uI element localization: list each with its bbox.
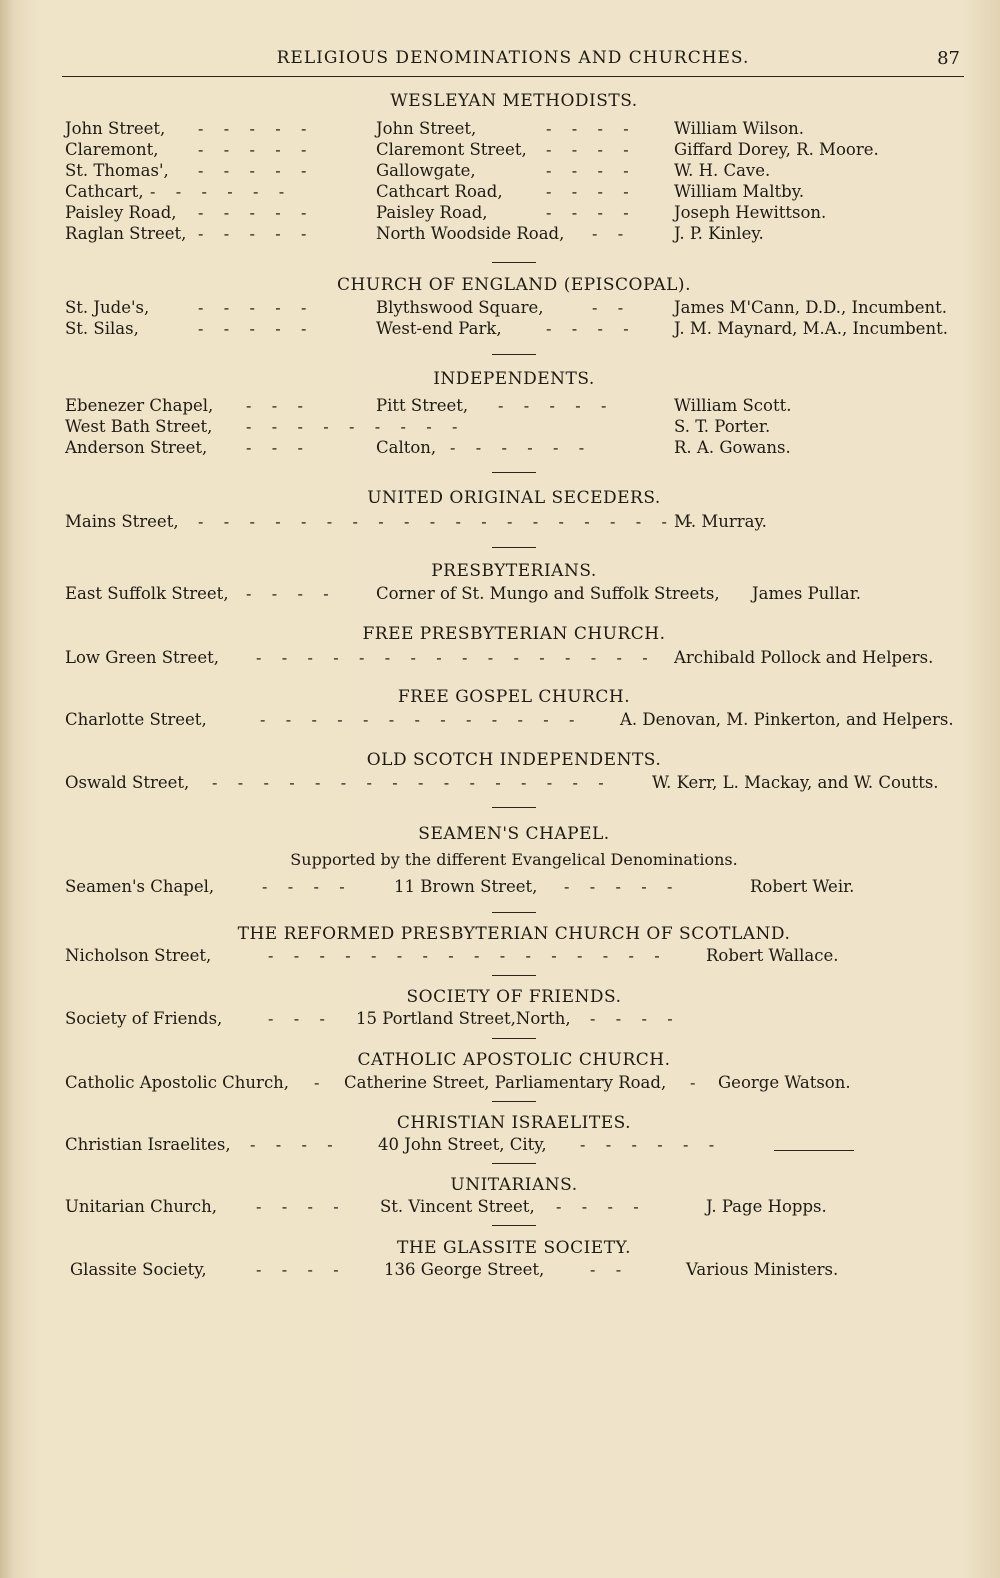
church-name: Nicholson Street, bbox=[65, 946, 212, 965]
church-address: Calton, bbox=[376, 438, 437, 457]
section-divider bbox=[492, 912, 536, 913]
section-heading: SOCIETY OF FRIENDS. bbox=[406, 987, 622, 1007]
leader-dashes: - - - bbox=[246, 438, 303, 457]
church-name: Charlotte Street, bbox=[65, 710, 207, 729]
leader-dashes: - - - - - - - - - - - - - - - - bbox=[268, 946, 660, 965]
church-name: Catholic Apostolic Church, bbox=[65, 1073, 290, 1092]
leader-dashes: - bbox=[690, 1073, 696, 1092]
leader-dashes: - - - - - - - - - - - - - bbox=[260, 710, 575, 729]
section-divider bbox=[492, 975, 536, 976]
church-name: Unitarian Church, bbox=[65, 1197, 218, 1216]
section-divider bbox=[492, 807, 536, 808]
leader-dashes: - - - - - bbox=[198, 298, 307, 317]
section-heading: UNITED ORIGINAL SECEDERS. bbox=[367, 488, 661, 508]
section-divider bbox=[492, 1225, 536, 1226]
church-address: Claremont Street, bbox=[376, 140, 527, 159]
section-divider bbox=[492, 547, 536, 548]
church-address: North Woodside Road, bbox=[376, 224, 565, 243]
church-name: Paisley Road, bbox=[65, 203, 177, 222]
running-head bbox=[62, 48, 964, 77]
church-name: Cathcart, bbox=[65, 182, 144, 201]
leader-dashes: - - - bbox=[268, 1009, 325, 1028]
minister-name: Robert Weir. bbox=[750, 877, 855, 896]
church-address: Cathcart Road, bbox=[376, 182, 503, 201]
minister-name: Archibald Pollock and Helpers. bbox=[674, 648, 934, 667]
minister-name: W. H. Cave. bbox=[674, 161, 771, 180]
church-name: Oswald Street, bbox=[65, 773, 190, 792]
minister-name: George Watson. bbox=[718, 1073, 851, 1092]
section-divider bbox=[492, 472, 536, 473]
minister-name: M. Murray. bbox=[674, 512, 767, 531]
leader-dashes: - - - - bbox=[262, 877, 345, 896]
section-heading: CHRISTIAN ISRAELITES. bbox=[396, 1113, 632, 1133]
section-heading: WESLEYAN METHODISTS. bbox=[390, 91, 638, 111]
church-name: Society of Friends, bbox=[65, 1009, 223, 1028]
section-heading: FREE GOSPEL CHURCH. bbox=[397, 687, 631, 707]
minister-name: William Wilson. bbox=[674, 119, 805, 138]
minister-name: Various Ministers. bbox=[686, 1260, 839, 1279]
section-heading: THE GLASSITE SOCIETY. bbox=[397, 1238, 631, 1258]
leader-dashes: - - - - - bbox=[198, 119, 307, 138]
section-heading: INDEPENDENTS. bbox=[433, 369, 595, 389]
leader-dashes: - - - - - - bbox=[450, 438, 585, 457]
section-heading: FREE PRESBYTERIAN CHURCH. bbox=[362, 624, 666, 644]
church-name: St. Silas, bbox=[65, 319, 139, 338]
minister-name: W. Kerr, L. Mackay, and W. Coutts. bbox=[652, 773, 939, 792]
church-name: John Street, bbox=[65, 119, 166, 138]
minister-name: J. Page Hopps. bbox=[706, 1197, 827, 1216]
church-address: 11 Brown Street, bbox=[394, 877, 538, 896]
church-address: Catherine Street, Parliamentary Road, bbox=[344, 1073, 667, 1092]
section-divider bbox=[492, 262, 536, 263]
leader-dashes: - - - - bbox=[546, 182, 629, 201]
church-address: Blythswood Square, bbox=[376, 298, 544, 317]
leader-dashes: - - - - - - - - - bbox=[246, 417, 458, 436]
church-address: 40 John Street, City, bbox=[378, 1135, 547, 1154]
church-address: Corner of St. Mungo and Suffolk Streets, bbox=[376, 584, 720, 603]
church-address: Gallowgate, bbox=[376, 161, 476, 180]
minister-name: Joseph Hewittson. bbox=[674, 203, 827, 222]
leader-dashes: - - - - - bbox=[498, 396, 607, 415]
minister-name: James Pullar. bbox=[752, 584, 862, 603]
section-divider bbox=[492, 1101, 536, 1102]
church-name: Mains Street, bbox=[65, 512, 179, 531]
section-divider bbox=[492, 1163, 536, 1164]
minister-name: A. Denovan, M. Pinkerton, and Helpers. bbox=[620, 710, 954, 729]
leader-dashes: - - - - - - bbox=[150, 182, 285, 201]
minister-name: R. A. Gowans. bbox=[674, 438, 791, 457]
church-name: Glassite Society, bbox=[70, 1260, 207, 1279]
leader-dashes: - - - - bbox=[590, 1009, 673, 1028]
leader-dashes: - - - - bbox=[546, 203, 629, 222]
church-name: Ebenezer Chapel, bbox=[65, 396, 214, 415]
section-heading: UNITARIANS. bbox=[450, 1175, 578, 1195]
section-heading: THE REFORMED PRESBYTERIAN CHURCH OF SCOTLAND. bbox=[237, 924, 791, 944]
church-name: Anderson Street, bbox=[65, 438, 208, 457]
church-name: West Bath Street, bbox=[65, 417, 213, 436]
church-address: 15 Portland Street,North, bbox=[356, 1009, 571, 1028]
leader-dashes: - - - - - - bbox=[580, 1135, 715, 1154]
section-heading: SEAMEN'S CHAPEL. bbox=[418, 824, 610, 844]
leader-dashes: - - - - bbox=[556, 1197, 639, 1216]
section-subheading: Supported by the different Evangelical Denominations. bbox=[290, 850, 738, 869]
leader-dashes: - - bbox=[590, 1260, 622, 1279]
leader-dashes: - - bbox=[592, 298, 624, 317]
minister-name: William Scott. bbox=[674, 396, 792, 415]
leader-dashes: - - - - bbox=[250, 1135, 333, 1154]
minister-name: J. P. Kinley. bbox=[674, 224, 764, 243]
church-address: Pitt Street, bbox=[376, 396, 469, 415]
leader-dashes: - - - - bbox=[546, 319, 629, 338]
church-name: East Suffolk Street, bbox=[65, 584, 229, 603]
section-heading: PRESBYTERIANS. bbox=[431, 561, 597, 581]
leader-dashes: - - - - bbox=[246, 584, 329, 603]
church-address: St. Vincent Street, bbox=[380, 1197, 535, 1216]
minister-name: S. T. Porter. bbox=[674, 417, 771, 436]
leader-dashes: - - - - - - - - - - - - - - - - bbox=[212, 773, 604, 792]
running-title: RELIGIOUS DENOMINATIONS AND CHURCHES. bbox=[276, 48, 750, 68]
leader-dashes: - - - - - bbox=[198, 161, 307, 180]
section-divider bbox=[492, 1038, 536, 1039]
leader-dashes: - - - - bbox=[546, 140, 629, 159]
church-name: Christian Israelites, bbox=[65, 1135, 231, 1154]
leader-dashes: - - bbox=[592, 224, 624, 243]
church-name: Low Green Street, bbox=[65, 648, 219, 667]
minister-name: Robert Wallace. bbox=[706, 946, 839, 965]
leader-dashes: - - - - - bbox=[564, 877, 673, 896]
leader-dashes: - - - - - bbox=[198, 140, 307, 159]
minister-name: Giffard Dorey, R. Moore. bbox=[674, 140, 879, 159]
minister-name: J. M. Maynard, M.A., Incumbent. bbox=[674, 319, 948, 338]
church-name: St. Jude's, bbox=[65, 298, 150, 317]
leader-dashes: - - - - - - - - - - - - - - - - - - - - bbox=[198, 512, 693, 531]
section-heading: OLD SCOTCH INDEPENDENTS. bbox=[366, 750, 662, 770]
minister-name: William Maltby. bbox=[674, 182, 805, 201]
section-heading: CATHOLIC APOSTOLIC CHURCH. bbox=[357, 1050, 671, 1070]
page-number: 87 bbox=[937, 48, 960, 69]
leader-dashes: - - - - - bbox=[198, 224, 307, 243]
blank-minister-line bbox=[774, 1150, 854, 1151]
leader-dashes: - - - - - bbox=[198, 319, 307, 338]
church-address: 136 George Street, bbox=[384, 1260, 545, 1279]
church-address: West-end Park, bbox=[376, 319, 502, 338]
section-heading: CHURCH OF ENGLAND (EPISCOPAL). bbox=[337, 275, 691, 295]
minister-name: James M'Cann, D.D., Incumbent. bbox=[674, 298, 947, 317]
church-name: Raglan Street, bbox=[65, 224, 187, 243]
leader-dashes: - - - - bbox=[546, 161, 629, 180]
leader-dashes: - - - bbox=[246, 396, 303, 415]
section-divider bbox=[492, 354, 536, 355]
church-name: Claremont, bbox=[65, 140, 159, 159]
church-name: St. Thomas', bbox=[65, 161, 169, 180]
leader-dashes: - - - - bbox=[546, 119, 629, 138]
leader-dashes: - - - - bbox=[256, 1260, 339, 1279]
church-name: Seamen's Chapel, bbox=[65, 877, 215, 896]
leader-dashes: - - - - - - - - - - - - - - - - bbox=[256, 648, 648, 667]
church-address: Paisley Road, bbox=[376, 203, 488, 222]
leader-dashes: - - - - - bbox=[198, 203, 307, 222]
leader-dashes: - - - - bbox=[256, 1197, 339, 1216]
leader-dashes: - bbox=[314, 1073, 320, 1092]
church-address: John Street, bbox=[376, 119, 477, 138]
